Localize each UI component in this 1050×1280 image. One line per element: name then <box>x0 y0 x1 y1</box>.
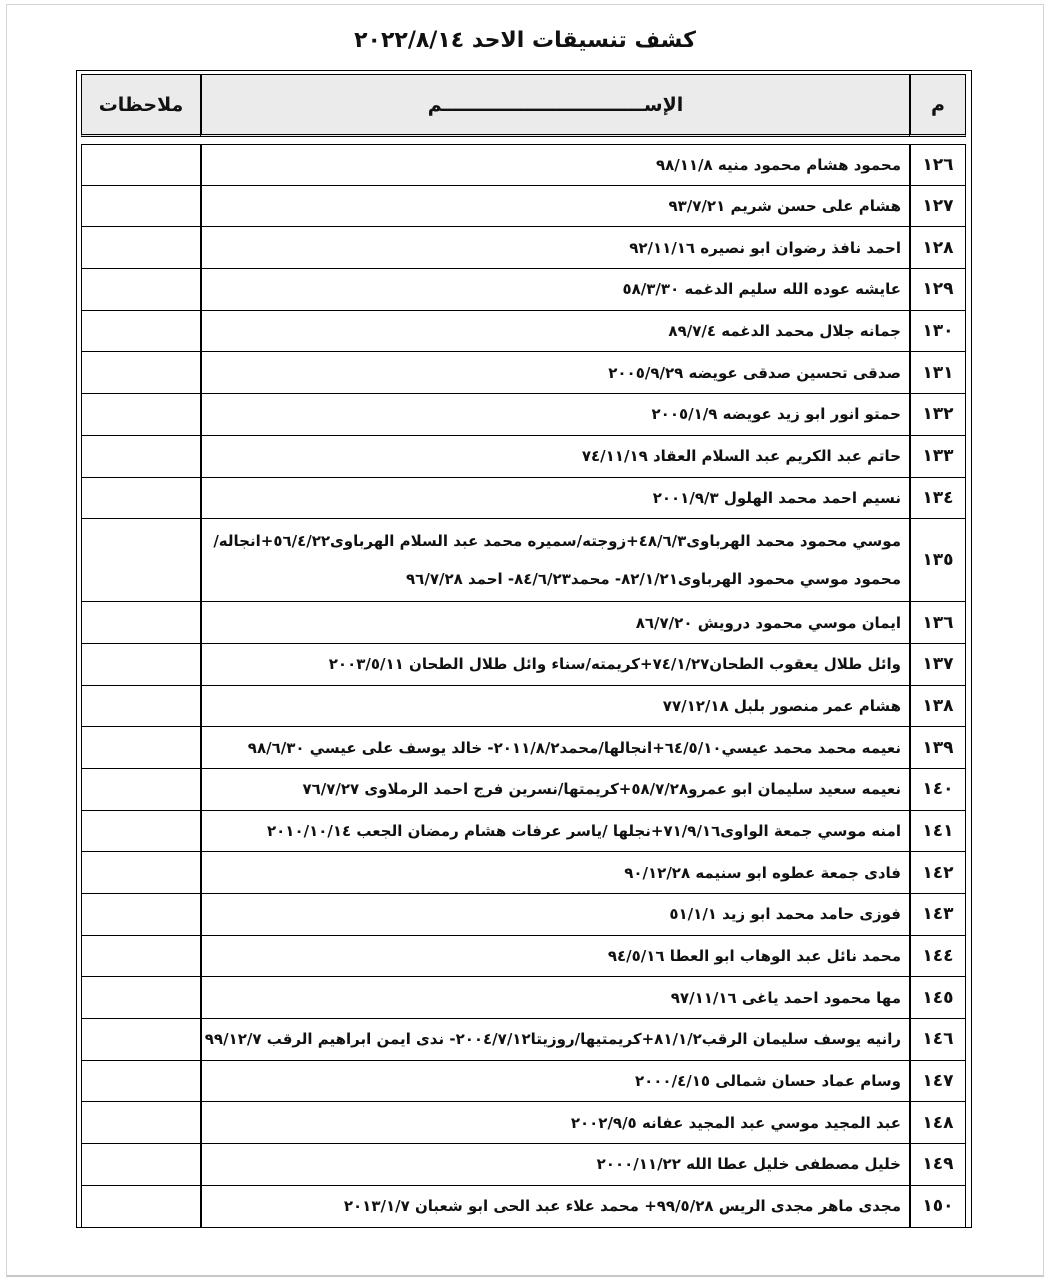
row-number: ١٤٠ <box>909 769 966 811</box>
row-name: وائل طلال يعقوب الطحان٧٤/١/٢٧+كريمته/سناء وائل طلال الطحان ٢٠٠٣/٥/١١ <box>200 644 909 686</box>
table-row <box>81 852 966 894</box>
table-row <box>81 936 966 978</box>
row-name: حاتم عبد الكريم عبد السلام العقاد ٧٤/١١/١٩ <box>200 436 909 478</box>
row-number: ١٥٠ <box>909 1186 966 1228</box>
row-notes <box>81 1186 200 1228</box>
row-number: ١٤٢ <box>909 852 966 894</box>
row-notes <box>81 769 200 811</box>
row-name: نعيمه محمد محمد عيسي٦٤/٥/١٠+انجالها/محمد٢٠١١/٨/٢- خالد يوسف على عيسي ٩٨/٦/٣٠ <box>200 727 909 769</box>
row-notes <box>81 686 200 728</box>
table-row <box>81 436 966 478</box>
row-name: نسيم احمد محمد الهلول ٢٠٠١/٩/٣ <box>200 478 909 520</box>
row-name: خليل مصطفى خليل عطا الله ٢٠٠٠/١١/٢٢ <box>200 1144 909 1186</box>
row-notes <box>81 436 200 478</box>
row-notes <box>81 727 200 769</box>
row-notes <box>81 977 200 1019</box>
row-number: ١٤٣ <box>909 894 966 936</box>
row-name: هشام عمر منصور بلبل ٧٧/١٢/١٨ <box>200 686 909 728</box>
row-notes <box>81 936 200 978</box>
row-name: عايشه عوده الله سليم الدغمه ٥٨/٣/٣٠ <box>200 269 909 311</box>
row-notes <box>81 1019 200 1061</box>
row-number: ١٤١ <box>909 811 966 853</box>
row-name: رانيه يوسف سليمان الرقب٨١/١/٢+كريمتيها/روزيتا٢٠٠٤/٧/١٢- ندى ايمن ابراهيم الرقب ٩٩/١٢/٧ <box>200 1019 909 1061</box>
table-row <box>81 894 966 936</box>
row-number: ١٣١ <box>909 352 966 394</box>
table-row <box>81 269 966 311</box>
table-row <box>81 1102 966 1144</box>
header-gap <box>81 137 966 144</box>
row-number: ١٤٨ <box>909 1102 966 1144</box>
row-name: فادى جمعة عطوه ابو سنيمه ٩٠/١٢/٢٨ <box>200 852 909 894</box>
header-name: الإســـــــــــــــــــــــــــــــم <box>200 74 909 137</box>
row-notes <box>81 394 200 436</box>
table-row <box>81 1186 966 1228</box>
header-row <box>81 74 966 137</box>
row-number: ١٣٦ <box>909 602 966 644</box>
row-number: ١٢٨ <box>909 227 966 269</box>
names-table <box>81 74 966 1228</box>
table-row <box>81 644 966 686</box>
table-row <box>81 394 966 436</box>
row-name: فوزى حامد محمد ابو زيد ٥١/١/١ <box>200 894 909 936</box>
row-number: ١٣٣ <box>909 436 966 478</box>
header-num: م <box>909 74 966 137</box>
row-name: عبد المجيد موسي عبد المجيد عفانه ٢٠٠٢/٩/٥ <box>200 1102 909 1144</box>
row-number: ١٣٩ <box>909 727 966 769</box>
row-number: ١٤٥ <box>909 977 966 1019</box>
row-number: ١٣٠ <box>909 311 966 353</box>
table-row <box>81 1061 966 1103</box>
row-notes <box>81 311 200 353</box>
row-name: هشام على حسن شريم ٩٣/٧/٢١ <box>200 186 909 228</box>
table-row <box>81 1144 966 1186</box>
row-notes <box>81 852 200 894</box>
row-number: ١٣٨ <box>909 686 966 728</box>
table-row <box>81 352 966 394</box>
table-row <box>81 977 966 1019</box>
row-number: ١٣٤ <box>909 478 966 520</box>
row-notes <box>81 602 200 644</box>
table-row <box>81 144 966 186</box>
row-name: حمتو انور ابو زيد عويضه ٢٠٠٥/١/٩ <box>200 394 909 436</box>
row-name-line-1: موسي محمود محمد الهرباوى٤٨/٦/٣+زوجته/سميره محمد عبد السلام الهرباوى٥٦/٤/٢٢+انجاله/ <box>213 532 901 551</box>
row-name: وسام عماد حسان شمالى ٢٠٠٠/٤/١٥ <box>200 1061 909 1103</box>
row-notes <box>81 186 200 228</box>
row-name: نعيمه سعيد سليمان ابو عمرو٥٨/٧/٢٨+كريمتها/نسرين فرج احمد الرملاوى ٧٦/٧/٢٧ <box>200 769 909 811</box>
table-row <box>81 686 966 728</box>
table-row <box>81 478 966 520</box>
row-notes <box>81 352 200 394</box>
header-notes: ملاحظات <box>81 74 200 137</box>
row-name: امنه موسي جمعة الواوى٧١/٩/١٦+نجلها /ياسر عرفات هشام رمضان الجعب ٢٠١٠/١٠/١٤ <box>200 811 909 853</box>
row-notes <box>81 811 200 853</box>
row-notes <box>81 144 200 186</box>
row-number: ١٣٧ <box>909 644 966 686</box>
table-row <box>81 769 966 811</box>
row-name: مها محمود احمد ياغى ٩٧/١١/١٦ <box>200 977 909 1019</box>
row-name-line-2: محمود موسي محمود الهرباوى٨٢/١/٢١- محمد٨٤/٦/٢٣- احمد ٩٦/٧/٢٨ <box>406 570 901 589</box>
row-notes <box>81 478 200 520</box>
table-frame <box>76 70 972 1228</box>
row-notes <box>81 1061 200 1103</box>
table-row <box>81 519 966 602</box>
row-notes <box>81 227 200 269</box>
row-name: ايمان موسي محمود درويش ٨٦/٧/٢٠ <box>200 602 909 644</box>
table-row <box>81 227 966 269</box>
row-number: ١٢٩ <box>909 269 966 311</box>
table-row <box>81 811 966 853</box>
row-number: ١٢٧ <box>909 186 966 228</box>
table-row <box>81 1019 966 1061</box>
row-number: ١٤٧ <box>909 1061 966 1103</box>
row-number: ١٢٦ <box>909 144 966 186</box>
table-row <box>81 311 966 353</box>
row-name: احمد نافذ رضوان ابو نصيره ٩٢/١١/١٦ <box>200 227 909 269</box>
row-notes <box>81 269 200 311</box>
row-number: ١٤٩ <box>909 1144 966 1186</box>
table-row <box>81 727 966 769</box>
row-name: محمود هشام محمود منيه ٩٨/١١/٨ <box>200 144 909 186</box>
row-notes <box>81 644 200 686</box>
row-notes <box>81 894 200 936</box>
row-notes <box>81 519 200 602</box>
row-number: ١٣٢ <box>909 394 966 436</box>
row-name: مجدى ماهر مجدى الريس ٩٩/٥/٢٨+ محمد علاء عبد الحى ابو شعبان ٢٠١٣/١/٧ <box>200 1186 909 1228</box>
row-notes <box>81 1102 200 1144</box>
table-row <box>81 186 966 228</box>
row-number: ١٣٥ <box>909 519 966 602</box>
row-name: صدقى تحسين صدقى عويضه ٢٠٠٥/٩/٢٩ <box>200 352 909 394</box>
row-number: ١٤٤ <box>909 936 966 978</box>
row-number: ١٤٦ <box>909 1019 966 1061</box>
row-name: جمانه جلال محمد الدغمه ٨٩/٧/٤ <box>200 311 909 353</box>
row-notes <box>81 1144 200 1186</box>
row-name <box>200 519 909 602</box>
page-title: كشف تنسيقات الاحد ٢٠٢٢/٨/١٤ <box>354 28 696 53</box>
table-row <box>81 602 966 644</box>
row-name: محمد نائل عبد الوهاب ابو العطا ٩٤/٥/١٦ <box>200 936 909 978</box>
